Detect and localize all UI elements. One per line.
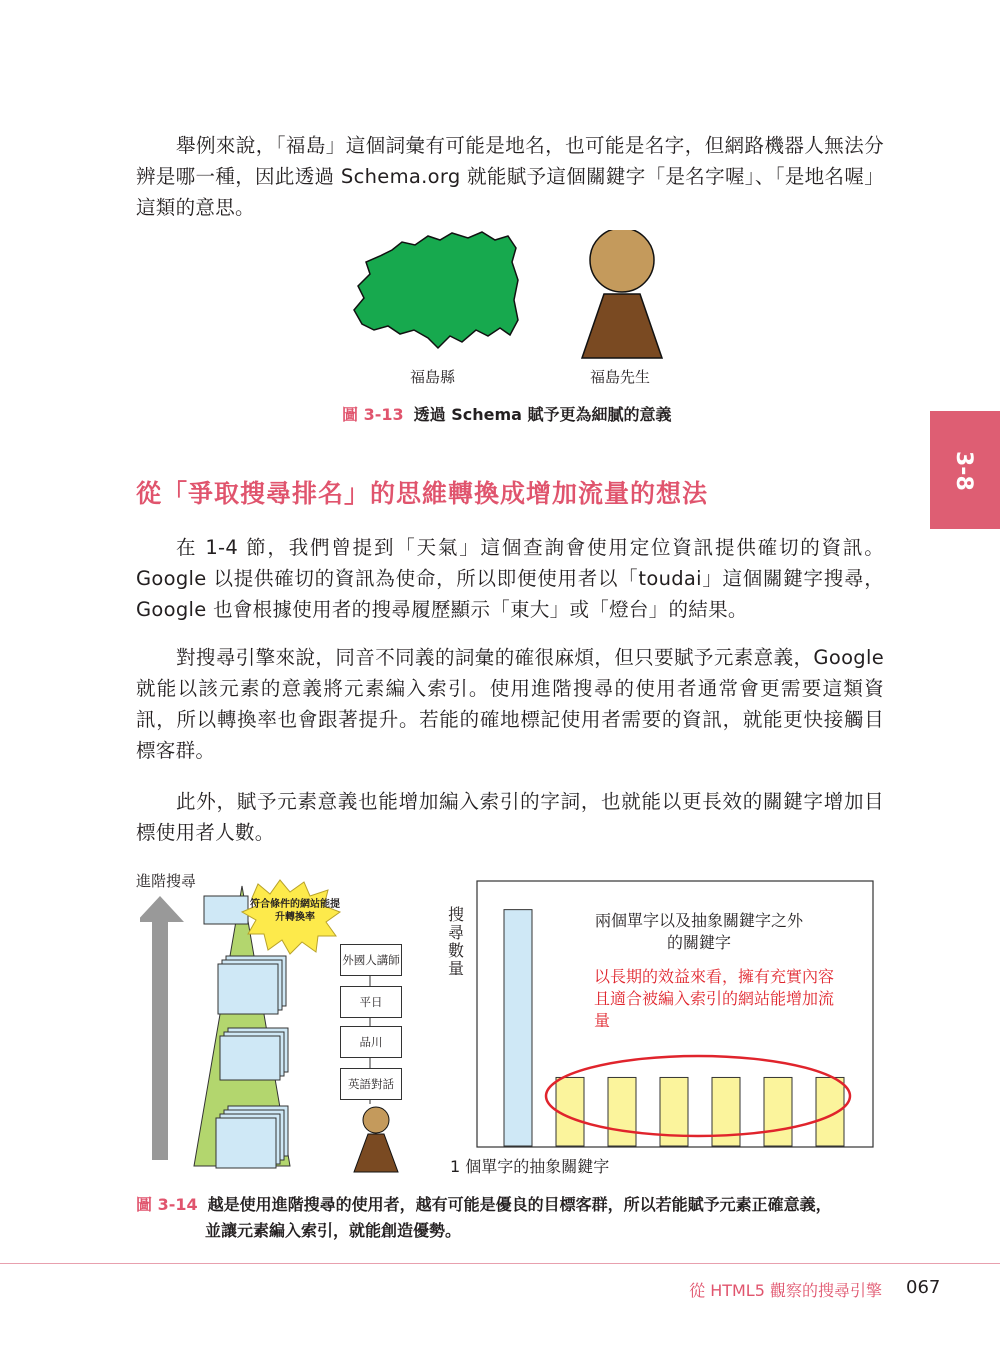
advanced-search-label: 進階搜尋 [136, 872, 197, 890]
keyword-box-3: 品川 [340, 1026, 402, 1058]
footer-book-title: 從 HTML5 觀察的搜尋引擎 [689, 1281, 882, 1300]
caption-3-14 [136, 1192, 832, 1244]
caption-text: 透過 Schema 賦予更為細膩的意義 [413, 405, 672, 424]
keyword-box-4: 英語對話 [340, 1068, 402, 1100]
chart-title: 兩個單字以及抽象關鍵字之外的關鍵字 [594, 911, 803, 952]
person-body-small [354, 1134, 398, 1172]
up-arrow-icon [140, 896, 184, 1160]
figure-number-2: 圖 3-14 [136, 1195, 198, 1214]
caption-3-13 [342, 402, 672, 425]
page-stack-1 [204, 896, 248, 924]
page-stack-3 [220, 1028, 288, 1080]
page-stack-4 [216, 1106, 288, 1168]
label-fukushima-prefecture: 福島縣 [410, 368, 456, 386]
page-stack-2 [218, 956, 286, 1014]
label-mr-fukushima: 福島先生 [590, 368, 651, 386]
section-heading: 從「爭取搜尋排名」的思維轉換成增加流量的想法 [136, 479, 709, 508]
paragraph-weather: 在 1-4 節，我們曾提到「天氣」這個查詢會使用定位資訊提供確切的資訊。Google 以提供確切的資訊為使命，所以即便使用者以「toudai」這個關鍵字搜尋，Google 也會根據使用者的搜尋履歷顯示「東大」或「燈台」的結果。 [136, 536, 884, 621]
bar-long-tail-5 [764, 1077, 792, 1146]
keyword-box-2: 平日 [340, 986, 402, 1018]
bar-abstract-keyword [504, 910, 532, 1146]
chapter-side-tab: 3-8 [930, 411, 1000, 529]
keyword-box-1: 外國人講師 [340, 944, 402, 976]
person-head-small [363, 1107, 389, 1133]
caption-3-14-line2: 並讓元素編入索引，就能創造優勢。 [205, 1221, 462, 1240]
paragraph-long-tail: 此外，賦予元素意義也能增加編入索引的字詞，也就能以更長效的關鍵字增加目標使用者人數。 [136, 790, 884, 844]
paragraph-homonyms: 對搜尋引擎來說，同音不同義的詞彙的確很麻煩，但只要賦予元素意義，Google 就能以該元素的意義將元素編入索引。使用進階搜尋的使用者通常會更需要這類資訊，所以轉換率也會跟著提升。若能的確地標記使用者需要的資訊，就能更快接觸目標客群。 [136, 646, 884, 762]
bar-long-tail-2 [608, 1077, 636, 1146]
paragraph-fukushima: 舉例來說，「福島」這個詞彙有可能是地名，也可能是名字，但網路機器人無法分辨是哪一種，因此透過 Schema.org 就能賦予這個關鍵字「是名字喔」、「是地名喔」這類的意思。 [136, 134, 884, 219]
page-number: 067 [906, 1277, 941, 1298]
figure-number: 圖 3-13 [342, 405, 404, 424]
fukushima-map [354, 232, 518, 348]
y-axis-label: 搜尋數量 [448, 905, 465, 978]
footer-divider [0, 1263, 1000, 1264]
chart-note: 以長期的效益來看，擁有充實內容且適合被編入索引的網站能增加流量 [594, 967, 835, 1030]
burst-text: 符合條件的網站能提升轉換率 [250, 899, 340, 923]
person-head [590, 230, 654, 292]
caption-3-14-line1: 越是使用進階搜尋的使用者，越有可能是優良的目標客群，所以若能賦予元素正確意義， [207, 1195, 832, 1214]
person-body [582, 294, 662, 358]
x-axis-label: 1 個單字的抽象關鍵字 [450, 1157, 610, 1176]
